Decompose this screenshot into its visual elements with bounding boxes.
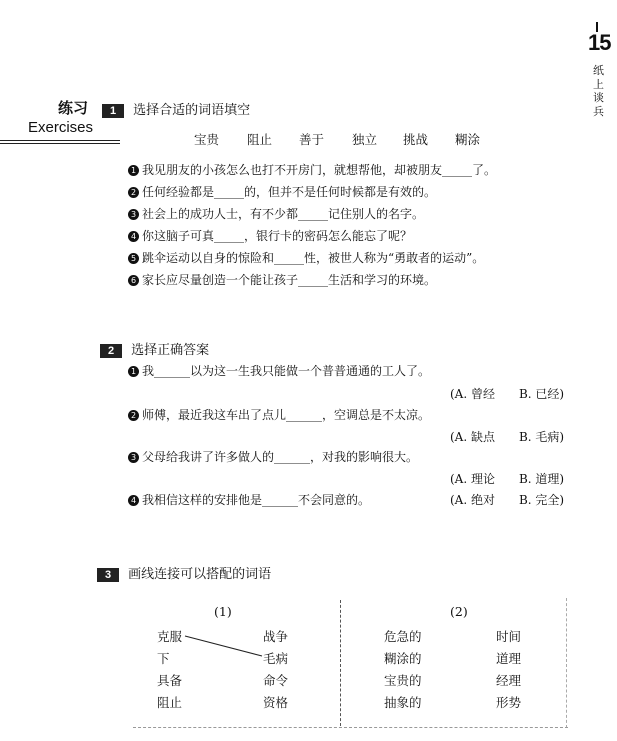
section3-title: 画线连接可以搭配的词语 <box>128 567 272 582</box>
word-bank-item: 善于 <box>299 132 325 147</box>
question-text: 任何经验都是_____的，但并不是任何时候都是有效的。 <box>142 185 437 199</box>
group1-left-word[interactable]: 阻止 <box>157 695 183 710</box>
question-text: 我见朋友的小孩怎么也打不开房门，就想帮他，却被朋友_____了。 <box>142 163 497 177</box>
group2-left-word[interactable]: 抽象的 <box>384 695 422 710</box>
group1-right-word[interactable]: 命令 <box>263 673 289 688</box>
group2-right-word[interactable]: 道理 <box>496 651 522 666</box>
group1-left-word[interactable]: 具备 <box>157 673 183 688</box>
section1-title: 选择合适的词语填空 <box>133 103 251 118</box>
section2-title: 选择正确答案 <box>131 343 210 358</box>
question-number: 2 <box>128 410 139 421</box>
question-number: 2 <box>128 187 139 198</box>
s2-options-2: (A. 缺点 B. 毛病) <box>450 430 565 444</box>
word-bank-item: 独立 <box>352 132 378 147</box>
section2-badge: 2 <box>100 344 122 358</box>
question-number: 1 <box>128 366 139 377</box>
exercises-label-en: Exercises <box>28 119 94 136</box>
group1-right-word[interactable]: 资格 <box>263 695 289 710</box>
question-number: 3 <box>128 452 139 463</box>
group2-right-word[interactable]: 时间 <box>496 629 522 644</box>
question-number: 4 <box>128 495 139 506</box>
group2-right-word[interactable]: 经理 <box>496 673 522 688</box>
question-text: 家长应尽量创造一个能让孩子_____生活和学习的环境。 <box>142 273 437 287</box>
word-bank-item: 阻止 <box>247 132 273 147</box>
group1-left-word[interactable]: 下 <box>157 651 170 666</box>
word-bank-item: 糊涂 <box>455 132 481 147</box>
section3-badge: 3 <box>97 568 119 582</box>
exercises-label-cn: 练习 <box>58 99 89 117</box>
question-text: 父母给我讲了许多做人的______，对我的影响很大。 <box>142 450 419 464</box>
question-text: 我______以为这一生我只能做一个普普通通的工人了。 <box>142 364 431 378</box>
question-number: 1 <box>128 165 139 176</box>
group1-left-word[interactable]: 克服 <box>157 629 183 644</box>
group2-left-word[interactable]: 危急的 <box>384 629 422 644</box>
question-number: 4 <box>128 231 139 242</box>
word-bank-item: 挑战 <box>403 132 429 147</box>
group2-left-word[interactable]: 糊涂的 <box>384 651 422 666</box>
group1-right-word[interactable]: 毛病 <box>263 651 289 666</box>
group1-label: (1) <box>214 604 232 619</box>
section1-badge: 1 <box>102 104 124 118</box>
group1-right-word[interactable]: 战争 <box>263 629 289 644</box>
question-number: 5 <box>128 253 139 264</box>
group2-right-word[interactable]: 形势 <box>496 695 522 710</box>
group2-label: (2) <box>450 604 468 619</box>
question-text: 社会上的成功人士，有不少都_____记住别人的名字。 <box>142 207 425 221</box>
chapter-number: 15 <box>588 30 611 55</box>
word-bank-item: 宝贵 <box>194 132 220 147</box>
chapter-title: 纸上谈兵 <box>593 64 604 118</box>
group2-left-word[interactable]: 宝贵的 <box>384 673 422 688</box>
question-text: 你这脑子可真_____，银行卡的密码怎么能忘了呢？ <box>142 229 413 243</box>
s2-options-1: (A. 曾经 B. 已经) <box>450 387 565 401</box>
example-connecting-line <box>185 636 262 656</box>
question-text: 我相信这样的安排他是______不会同意的。 <box>142 493 371 507</box>
question-number: 6 <box>128 275 139 286</box>
s2-options-3: (A. 理论 B. 道理) <box>450 472 565 486</box>
question-number: 3 <box>128 209 139 220</box>
question-text: 跳伞运动以自身的惊险和_____性，被世人称为“勇敢者的运动”。 <box>142 251 485 265</box>
question-text: 师傅，最近我这车出了点儿______，空调总是不太凉。 <box>142 408 431 422</box>
s2-options-4: (A. 绝对 B. 完全) <box>450 493 565 507</box>
